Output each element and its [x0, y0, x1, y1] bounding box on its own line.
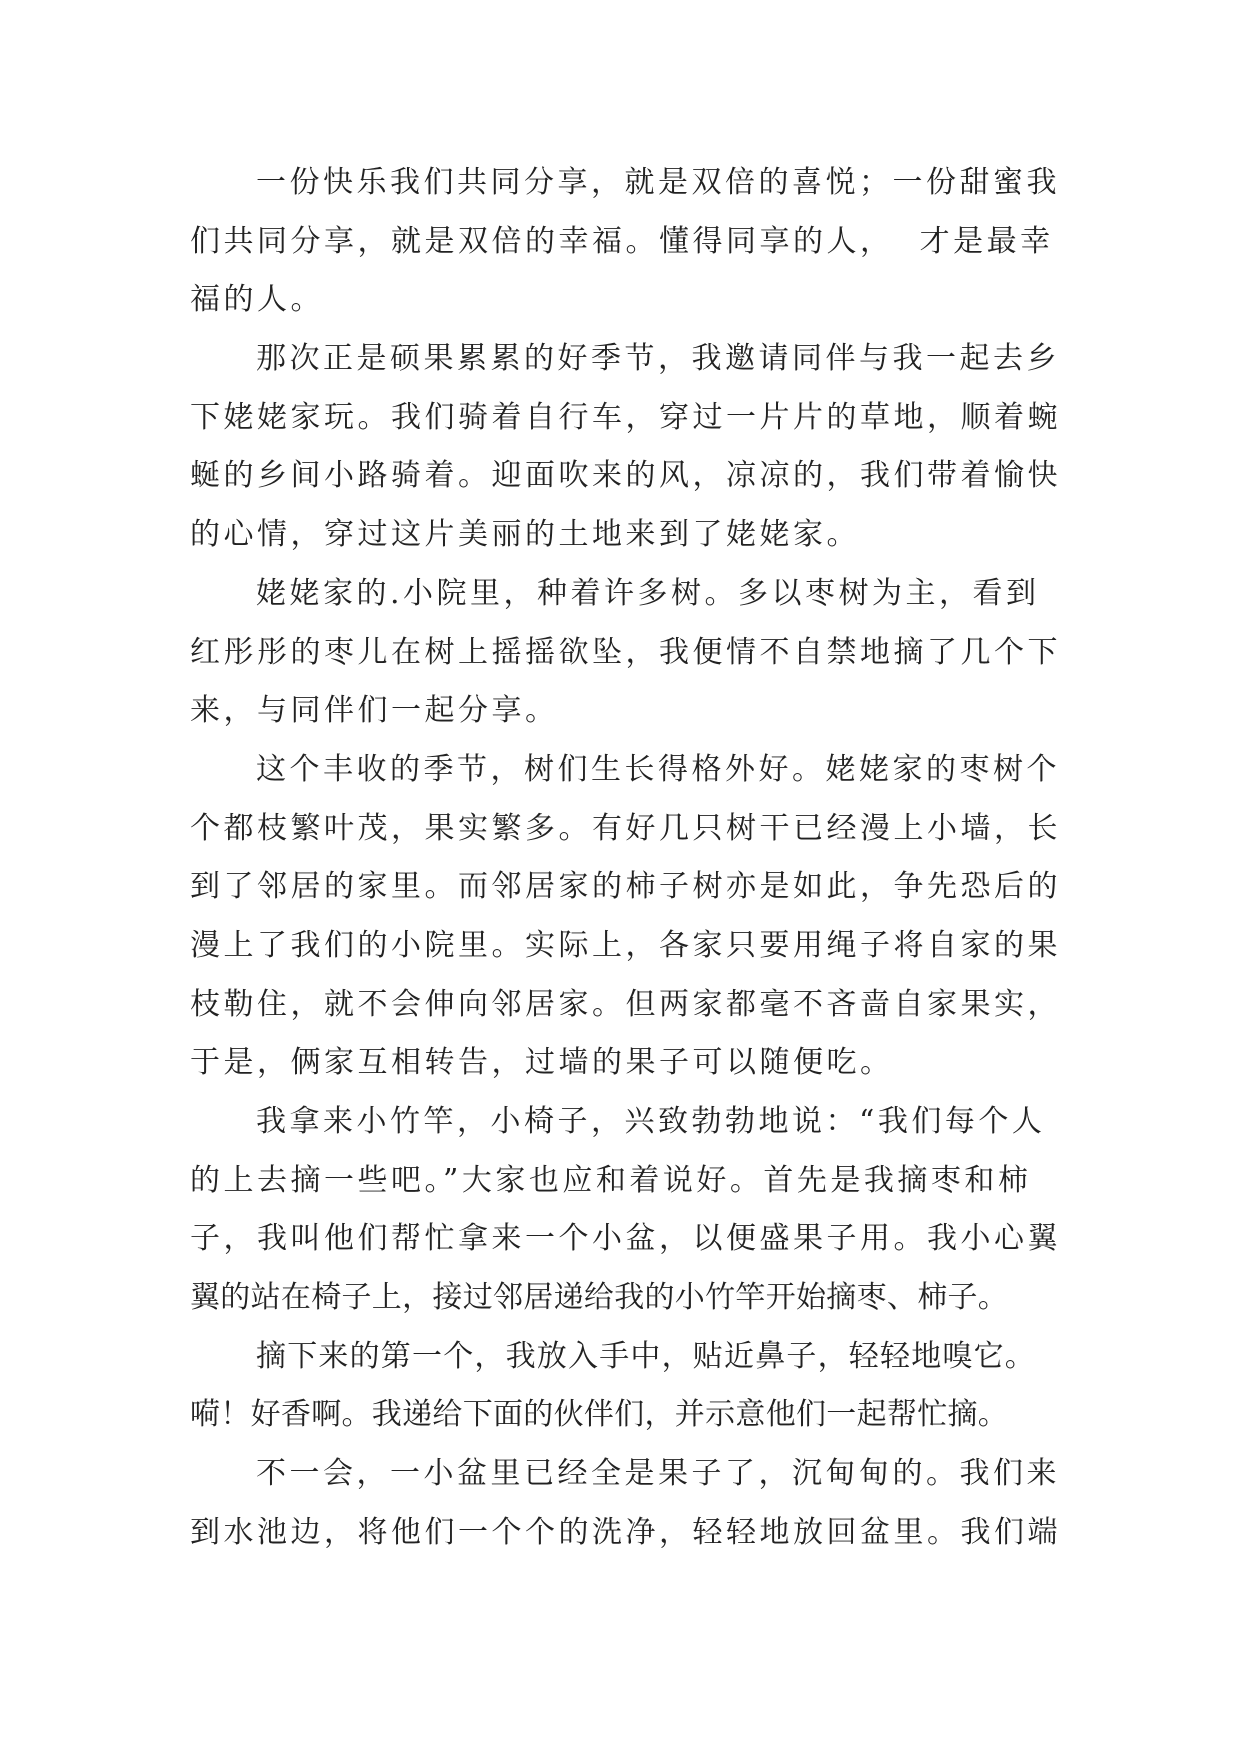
- text-line: 下姥姥家玩。我们骑着自行车，穿过一片片的草地，顺着蜿: [190, 399, 1061, 435]
- text-line: 们共同分享，就是双倍的幸福。懂得同享的人， 才是最幸: [190, 223, 1054, 259]
- text-line: 子，我叫他们帮忙拿来一个小盆，以便盛果子用。我小心翼: [190, 1221, 1061, 1257]
- text-line: 个都枝繁叶茂，果实繁多。有好几只树干已经漫上小墙，长: [190, 810, 1061, 846]
- text-line: 的上去摘一些吧。”大家也应和着说好。首先是我摘枣和柿: [190, 1162, 1032, 1198]
- text-line: 翼的站在椅子上，接过邻居递给我的小竹竿开始摘枣、柿子。: [190, 1280, 1009, 1316]
- text-line: 这个丰收的季节，树们生长得格外好。姥姥家的枣树个: [256, 751, 1060, 787]
- text-line: 我拿来小竹竿，小椅子，兴致勃勃地说：“我们每个人: [256, 1104, 1046, 1139]
- text-line: 那次正是硕果累累的好季节，我邀请同伴与我一起去乡: [256, 341, 1060, 377]
- text-line: 嗬！好香啊。我递给下面的伙伴们，并示意他们一起帮忙摘。: [190, 1397, 1009, 1433]
- text-line: 到水池边，将他们一个个的洗净，轻轻地放回盆里。我们端: [190, 1514, 1061, 1550]
- text-line: 枝勒住，就不会伸向邻居家。但两家都毫不吝啬自家果实，: [190, 986, 1061, 1022]
- text-line: 漫上了我们的小院里。实际上，各家只要用绳子将自家的果: [190, 927, 1061, 963]
- text-line: 摘下来的第一个，我放入手中，贴近鼻子，轻轻地嗅它。: [256, 1338, 1036, 1374]
- text-line: 蜒的乡间小路骑着。迎面吹来的风，凉凉的，我们带着愉快: [190, 458, 1061, 494]
- text-line: 福的人。: [190, 282, 324, 318]
- text-line: 一份快乐我们共同分享，就是双倍的喜悦；一份甜蜜我: [256, 165, 1060, 200]
- text-line: 于是，俩家互相转告，过墙的果子可以随便吃。: [190, 1045, 894, 1081]
- text-line: 红彤彤的枣儿在树上摇摇欲坠，我便情不自禁地摘了几个下: [190, 634, 1061, 670]
- document-body: [190, 154, 1061, 1563]
- text-line: 到了邻居的家里。而邻居家的柿子树亦是如此，争先恐后的: [190, 869, 1061, 905]
- text-line: 姥姥家的.小院里，种着许多树。多以枣树为主，看到: [256, 575, 1040, 611]
- text-line: 的心情，穿过这片美丽的土地来到了姥姥家。: [190, 517, 860, 553]
- text-line: 不一会，一小盆里已经全是果子了，沉甸甸的。我们来: [256, 1456, 1060, 1492]
- text-line: 来，与同伴们一起分享。: [190, 693, 559, 729]
